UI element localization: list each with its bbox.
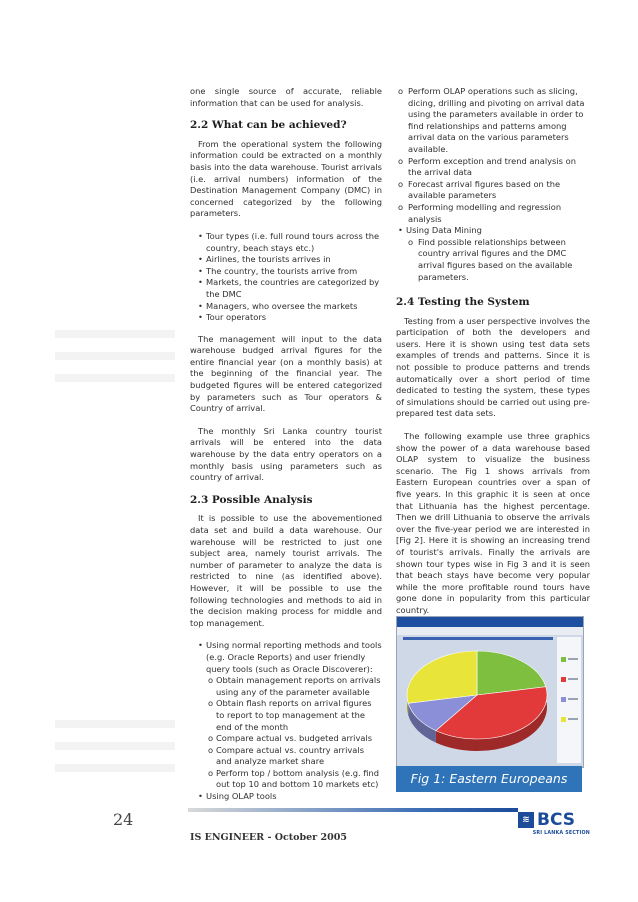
sub-list-item: o Performing modelling and regression analysis [396, 202, 590, 225]
window-titlebar [397, 617, 583, 627]
chart-screenshot [396, 616, 584, 768]
budget-paragraph: The management will input to the data warehouse budged arrival figures for the entire financial year (on a monthly basis) at the beginning of the financial year. The budgeted figures will be entered categorized by parameters such as Tour operators & Country of arrival. [190, 333, 382, 414]
olap-list [396, 86, 590, 283]
sub-list-item: o Perform OLAP operations such as slicing, dicing, drilling and pivoting on arrival data using the parameters available in order to find relationships and patterns among arrival data on the various parameters available. [396, 86, 590, 156]
figure-1 [396, 616, 582, 794]
section-2-2-paragraph: From the operational system the following information could be extracted on a monthly basis into the data warehouse. Tourist arrivals (i.e. arrival numbers) information of the Destination Management Company (DMC) in concerned categorized by the following parameters. [190, 138, 382, 219]
legend-swatch [561, 677, 566, 682]
sub-list-item: o Obtain management reports on arrivals using any of the parameter available [190, 675, 382, 698]
sub-list-item: o Perform top / bottom analysis (e.g. find out top 10 and bottom 10 markets etc) [190, 768, 382, 791]
bcs-logo-name: BCS [537, 810, 575, 830]
example-paragraph: The following example use three graphics show the power of a data warehouse based OLAP system to visualize the business scenario. The Fig 1 shows arrivals from Eastern European countries over a span of five years. In this graphic it is seen at once that Lithuania has the highest percentage. Then we drill Lithuania to observe the arrivals over the five-year period we are interested in [Fig 2]. Here it is showing an increasing trend of tourist's arrivals. Finally the arrivals are shown tour types wise in Fig 3 and it is seen that beach stays have become very popular while the more profitable round tours have gone done in popularity from this particular country. [396, 431, 590, 615]
bleed-through-strip [55, 352, 175, 360]
list-item: • Managers, who oversee the markets [190, 301, 382, 313]
legend-label [568, 698, 578, 700]
sub-list-item: o Compare actual vs. budgeted arrivals [190, 733, 382, 745]
publication-footer: IS ENGINEER - October 2005 [190, 832, 347, 843]
section-heading-2-3: 2.3 Possible Analysis [190, 493, 313, 506]
legend-swatch [561, 717, 566, 722]
sub-list-item: o Perform exception and trend analysis on the arrival data [396, 156, 590, 179]
left-column [190, 86, 382, 813]
bleed-through-strip [55, 742, 175, 750]
sub-list-item: o Obtain flash reports on arrival figures to report to top management at the end of the month [190, 698, 382, 733]
bleed-through-strip [55, 764, 175, 772]
legend-label [568, 658, 578, 660]
figure-caption: Fig 1: Eastern Europeans [396, 766, 582, 792]
list-item: • Using normal reporting methods and tools (e.g. Oracle Reports) and user friendly query tools (such as Oracle Discoverer): [190, 640, 382, 675]
intro-paragraph: one single source of accurate, reliable information that can be used for analysis. [190, 86, 382, 108]
list-item: • Tour operators [190, 312, 382, 324]
bleed-through-strip [55, 330, 175, 338]
legend-swatch [561, 657, 566, 662]
bcs-logo-sub: SRI LANKA SECTION [532, 831, 590, 836]
legend-label [568, 678, 578, 680]
chart-title-bar [403, 637, 553, 640]
bleed-through-strip [55, 720, 175, 728]
list-item: • The country, the tourists arrive from [190, 266, 382, 278]
section-heading-2-2: 2.2 What can be achieved? [190, 119, 347, 132]
bcs-emblem-icon: ≋ [518, 812, 534, 828]
section-heading-2-4: 2.4 Testing the System [396, 296, 530, 309]
bleed-through-strip [55, 374, 175, 382]
legend-label [568, 718, 578, 720]
legend-swatch [561, 697, 566, 702]
window-toolbar [397, 627, 583, 635]
list-item: • Using Data Mining [396, 225, 590, 237]
monthly-arrivals-paragraph: The monthly Sri Lanka country tourist arrivals will be entered into the data warehouse by the data entry operators on a monthly basis using parameters such as country of arrival. [190, 425, 382, 483]
section-2-4-paragraph: Testing from a user perspective involves the participation of both the developers and users. Here it is shown using test data sets examples of trends and patterns. Since it is not possible to produce patterns and trends automatically over a short period of time dedicated to testing the system, these types of simulations should be carried out using pre-prepared test data sets. [396, 315, 590, 419]
section-2-3-paragraph: It is possible to use the abovementioned data set and build a data warehouse. Our warehouse will be restricted to just one subject area, namely tourist arrivals. The number of parameter to analyze the data is restricted to nine (as identified above). However, it will be possible to use the following technologies and methods to aid in the decision making process for middle and top management. [190, 513, 382, 628]
pie-chart [397, 617, 583, 767]
bcs-logo [518, 810, 588, 840]
list-item: • Airlines, the tourists arrives in [190, 254, 382, 266]
right-column [396, 86, 590, 628]
footer-rule [188, 808, 518, 812]
sub-list-item: o Find possible relationships between country arrival figures and the DMC arrival figures based on the available parameters. [396, 237, 590, 283]
list-item: • Tour types (i.e. full round tours across the country, beach stays etc.) [190, 231, 382, 254]
list-item: • Using OLAP tools [190, 791, 382, 803]
sub-list-item: o Compare actual vs. country arrivals and analyze market share [190, 745, 382, 768]
parameter-list [190, 231, 382, 324]
list-item: • Markets, the countries are categorized by the DMC [190, 277, 382, 300]
page-number: 24 [113, 810, 134, 829]
analysis-list [190, 640, 382, 802]
pie-slice [407, 651, 477, 703]
sub-list-item: o Forecast arrival figures based on the available parameters [396, 179, 590, 202]
